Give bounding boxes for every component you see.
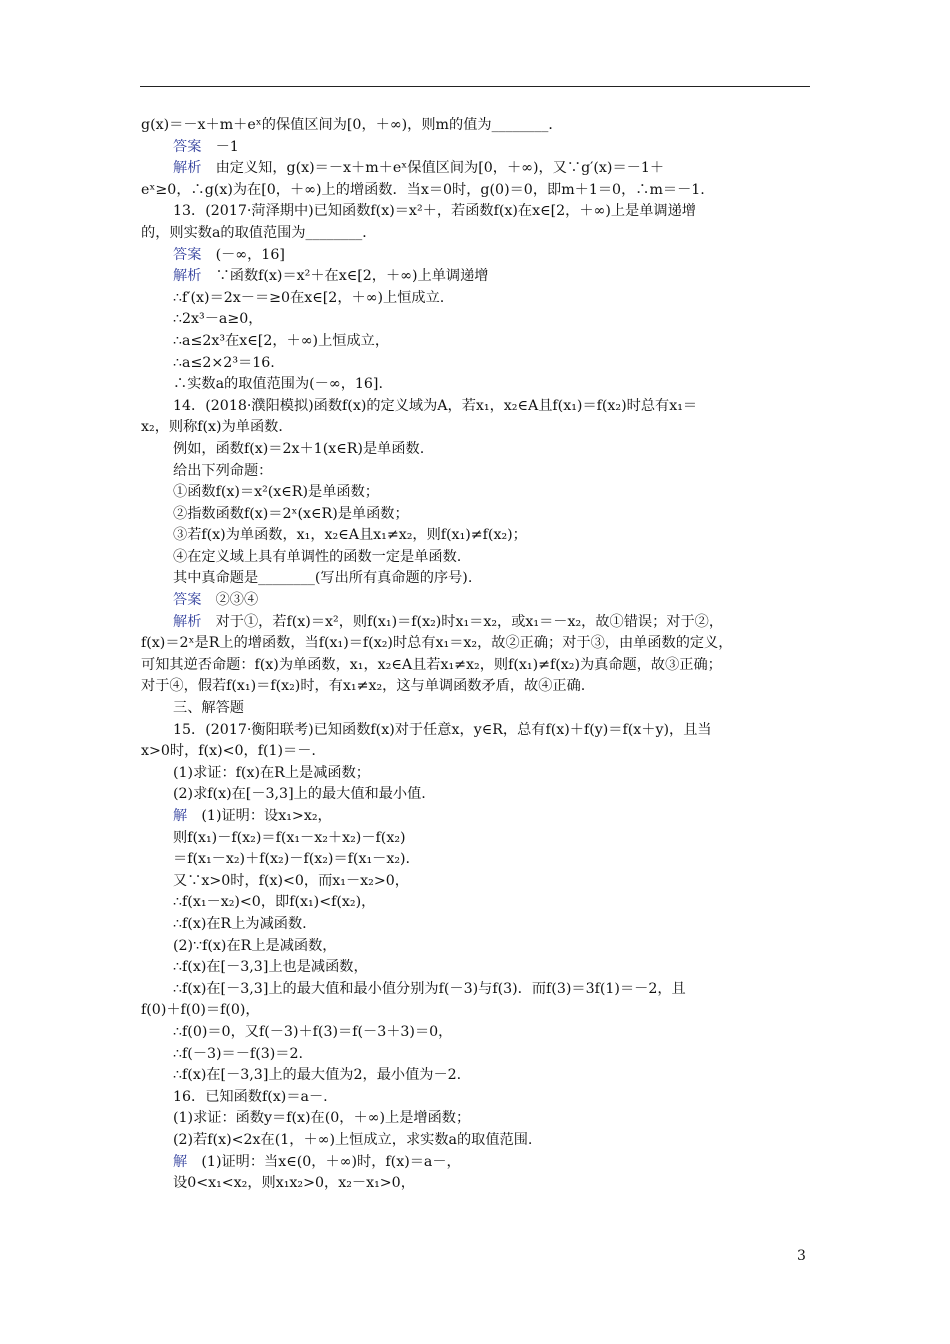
- text-line: [141, 720, 811, 742]
- text-line: [141, 655, 811, 677]
- header-rule: [140, 86, 810, 87]
- line-text: 三、解答题: [173, 700, 244, 717]
- line-text: (－∞，16]: [201, 246, 285, 263]
- line-text: ∴f(x)在R上为减函数.: [173, 915, 307, 932]
- line-text: ∴f′(x)＝2x－＝≥0在x∈[2，＋∞)上恒成立.: [173, 289, 445, 306]
- text-line: [141, 1173, 811, 1195]
- line-text: x>0时，f(x)<0，f(1)＝－.: [141, 743, 316, 760]
- answer-label: 解析: [173, 613, 202, 630]
- text-line: [141, 892, 811, 914]
- line-text: (2)求f(x)在[－3,3]上的最大值和最小值.: [173, 786, 426, 803]
- line-text: f(0)＋f(0)＝f(0)，: [141, 1002, 260, 1019]
- line-text: ∴f(0)＝0，又f(－3)＋f(3)＝f(－3＋3)＝0，: [173, 1023, 453, 1040]
- text-line: [141, 568, 811, 590]
- line-text: 的，则实数a的取值范围为________．: [141, 224, 377, 241]
- line-text: ∴f(x₁－x₂)<0，即f(x₁)<f(x₂)，: [173, 894, 376, 911]
- answer-label: 答案: [173, 592, 202, 609]
- text-line: [141, 353, 811, 375]
- text-line: [141, 763, 811, 785]
- line-text: ④在定义域上具有单调性的函数一定是单函数.: [173, 548, 462, 565]
- text-line: [141, 784, 811, 806]
- line-text: x₂，则称f(x)为单函数．: [141, 419, 293, 436]
- text-line: [141, 590, 811, 612]
- line-text: ①函数f(x)＝x²(x∈R)是单函数；: [173, 484, 379, 501]
- line-text: 对于④，假若f(x₁)＝f(x₂)时，有x₁≠x₂，这与单调函数矛盾，故④正确.: [141, 678, 586, 695]
- text-line: [141, 1044, 811, 1066]
- answer-label: 答案: [173, 246, 202, 263]
- text-line: [141, 871, 811, 893]
- line-text: ∴a≤2×2³＝16.: [173, 354, 275, 371]
- page-content: [141, 115, 811, 1195]
- line-text: 由定义知，g(x)＝－x＋m＋eˣ保值区间为[0，＋∞)，又∵g′(x)＝－1＋: [201, 160, 665, 177]
- text-line: [141, 936, 811, 958]
- line-text: g(x)＝－x＋m＋eˣ的保值区间为[0，＋∞)，则m的值为________．: [141, 117, 563, 133]
- line-text: 给出下列命题：: [173, 462, 273, 479]
- line-text: ③若f(x)为单函数，x₁，x₂∈A且x₁≠x₂，则f(x₁)≠f(x₂)；: [173, 527, 527, 544]
- text-line: [141, 676, 811, 698]
- line-text: 可知其逆否命题：f(x)为单函数，x₁，x₂∈A且若x₁≠x₂，则f(x₁)≠f(x₂)为真命题，故③正确；: [141, 656, 722, 673]
- line-text: 其中真命题是________(写出所有真命题的序号).: [173, 570, 473, 587]
- line-text: 13．(2017·菏泽期中)已知函数f(x)＝x²＋，若函数f(x)在x∈[2，＋∞)上是单调递增: [173, 203, 696, 220]
- text-line: [141, 547, 811, 569]
- text-line: [141, 180, 811, 202]
- text-line: [141, 245, 811, 267]
- line-text: 则f(x₁)－f(x₂)＝f(x₁－x₂＋x₂)－f(x₂): [173, 829, 406, 846]
- line-text: (1)求证：函数y＝f(x)在(0，＋∞)上是增函数；: [173, 1110, 471, 1127]
- text-line: [141, 1087, 811, 1109]
- text-line: [141, 1000, 811, 1022]
- line-text: ∴2x³－a≥0，: [173, 311, 263, 328]
- text-line: [141, 806, 811, 828]
- text-line: [141, 158, 811, 180]
- line-text: (1)证明：当x∈(0，＋∞)时，f(x)＝a－，: [187, 1153, 461, 1170]
- text-line: [141, 957, 811, 979]
- text-line: [141, 1130, 811, 1152]
- line-text: (2)若f(x)<2x在(1，＋∞)上恒成立，求实数a的取值范围.: [173, 1131, 533, 1148]
- page-number: 3: [797, 1248, 806, 1264]
- text-line: [141, 698, 811, 720]
- line-text: ∴f(x)在[－3,3]上的最大值为2，最小值为－2.: [173, 1067, 462, 1084]
- text-line: [141, 525, 811, 547]
- line-text: 对于①，若f(x)＝x²，则f(x₁)＝f(x₂)时x₁＝x₂，或x₁＝－x₂，故①错误；对于②，: [201, 613, 724, 630]
- text-line: [141, 288, 811, 310]
- line-text: 又∵x>0时，f(x)<0，而x₁－x₂>0，: [173, 872, 409, 889]
- text-line: [141, 1022, 811, 1044]
- line-text: 设0<x₁<x₂，则x₁x₂>0，x₂－x₁>0，: [173, 1175, 415, 1192]
- line-text: (1)证明：设x₁>x₂，: [187, 808, 332, 824]
- line-text: ∵函数f(x)＝x²＋在x∈[2，＋∞)上单调递增: [201, 268, 489, 285]
- line-text: ∴f(x)在[－3,3]上的最大值和最小值分别为f(－3)与f(3)．而f(3)＝3f(1)＝－2，且: [173, 980, 686, 997]
- line-text: ②指数函数f(x)＝2ˣ(x∈R)是单函数；: [173, 505, 409, 522]
- text-line: [141, 1108, 811, 1130]
- text-line: [141, 828, 811, 850]
- line-text: 16．已知函数f(x)＝a－.: [173, 1088, 328, 1105]
- line-text: 15．(2017·衡阳联考)已知函数f(x)对于任意x，y∈R，总有f(x)＋f(y)＝f(x＋y)，且当: [173, 721, 712, 738]
- line-text: ＝f(x₁－x₂)＋f(x₂)－f(x₂)＝f(x₁－x₂).: [173, 851, 411, 868]
- text-line: [141, 201, 811, 223]
- text-line: [141, 266, 811, 288]
- text-line: [141, 979, 811, 1001]
- text-line: [141, 504, 811, 526]
- text-line: [141, 223, 811, 245]
- text-line: [141, 309, 811, 331]
- line-text: ∴f(－3)＝－f(3)＝2.: [173, 1045, 304, 1062]
- line-text: ∴f(x)在[－3,3]上也是减函数，: [173, 959, 368, 976]
- text-line: [141, 1152, 811, 1174]
- line-text: ∴实数a的取值范围为(－∞，16].: [173, 376, 383, 393]
- text-line: [141, 396, 811, 418]
- text-line: [141, 137, 811, 159]
- answer-label: 答案: [173, 138, 202, 155]
- text-line: [141, 331, 811, 353]
- line-text: 14．(2018·濮阳模拟)函数f(x)的定义域为A，若x₁，x₂∈A且f(x₁)＝f(x₂)时总有x₁＝: [173, 397, 698, 414]
- text-line: [141, 439, 811, 461]
- answer-label: 解: [173, 1153, 188, 1170]
- text-line: [141, 1065, 811, 1087]
- line-text: (1)求证：f(x)在R上是减函数；: [173, 764, 370, 781]
- line-text: ②③④: [201, 592, 259, 609]
- text-line: [141, 612, 811, 634]
- answer-label: 解: [173, 808, 188, 824]
- answer-label: 解析: [173, 268, 202, 285]
- text-line: [141, 741, 811, 763]
- text-line: [141, 461, 811, 483]
- text-line: [141, 417, 811, 439]
- text-line: [141, 374, 811, 396]
- line-text: f(x)＝2ˣ是R上的增函数，当f(x₁)＝f(x₂)时总有x₁＝x₂，故②正确；对于③，由单函数的定义，: [141, 635, 733, 652]
- text-line: [141, 482, 811, 504]
- text-line: [141, 633, 811, 655]
- line-text: eˣ≥0，∴g(x)为在[0，＋∞)上的增函数．当x＝0时，g(0)＝0，即m＋1＝0，∴m＝－1.: [141, 181, 705, 198]
- line-text: 例如，函数f(x)＝2x＋1(x∈R)是单函数.: [173, 440, 425, 457]
- line-text: －1: [201, 138, 239, 155]
- text-line: [141, 115, 811, 137]
- answer-label: 解析: [173, 160, 202, 177]
- line-text: (2)∵f(x)在R上是减函数，: [173, 937, 337, 954]
- line-text: ∴a≤2x³在x∈[2，＋∞)上恒成立，: [173, 332, 390, 349]
- text-line: [141, 849, 811, 871]
- text-line: [141, 914, 811, 936]
